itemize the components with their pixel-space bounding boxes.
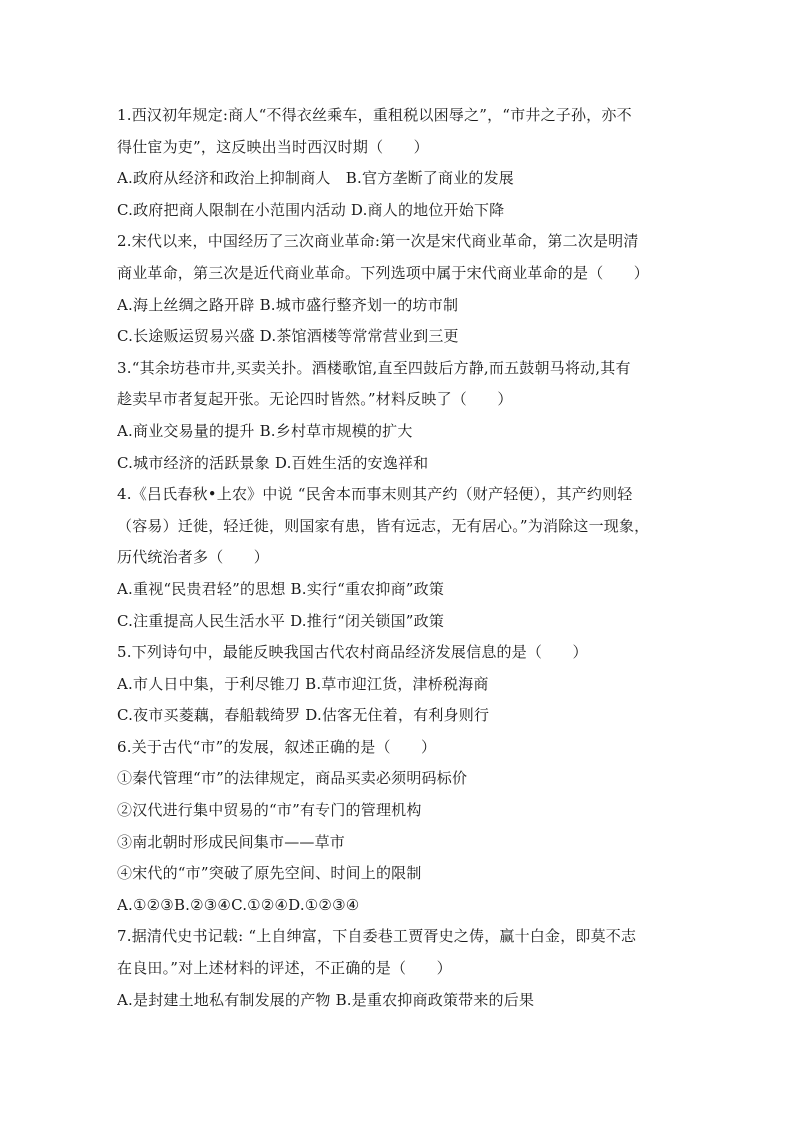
text-line: A.重视“民贵君轻”的思想 B.实行“重农抑商”政策 (117, 579, 445, 598)
text-line: C.夜市买菱藕，春船载绮罗 D.估客无住着，有利身则行 (117, 706, 490, 725)
text-line: 3.“其余坊巷市井,买卖关扑。酒楼歌馆,直至四鼓后方静,而五鼓朝马将动,其有 (117, 358, 631, 377)
text-line: 得仕宦为吏”，这反映出当时西汉时期（ ） (117, 137, 429, 156)
text-line: 1.西汉初年规定:商人“不得衣丝乘车，重租税以困辱之”，“市井之子孙，亦不 (117, 106, 632, 124)
text-line: 5.下列诗句中，最能反映我国古代农村商品经济发展信息的是（ ） (117, 643, 588, 662)
text-line: A.市人日中集，于利尽锥刀 B.草市迎江货，津桥税海商 (117, 674, 489, 693)
text-line: C.政府把商人限制在小范围内活动 D.商人的地位开始下降 (117, 200, 505, 219)
text-line: ④宋代的“市”突破了原先空间、时间上的限制 (117, 864, 422, 883)
text-line: 历代统治者多（ ） (117, 548, 270, 567)
text-line: A.是封建土地私有制发展的产物 B.是重农抑商政策带来的后果 (117, 990, 535, 1009)
text-line: 在良田。”对上述材料的评述，不正确的是（ ） (117, 959, 452, 978)
text-line: 4.《吕氏春秋•上农》中说 “民舍本而事末则其产约（财产轻便），其产约则轻 (117, 485, 633, 504)
text-line: C.城市经济的活跃景象 D.百姓生活的安逸祥和 (117, 453, 429, 472)
text-line: C.长途贩运贸易兴盛 D.茶馆酒楼等常常营业到三更 (117, 327, 459, 346)
text-line: 7.据清代史书记载: “上自绅富，下自委巷工贾胥史之俦，赢十白金，即莫不志 (117, 927, 637, 946)
text-line: A.海上丝绸之路开辟 B.城市盛行整齐划一的坊市制 (117, 295, 459, 314)
text-line: 趁卖早市者复起开张。无论四时皆然。”材料反映了（ ） (117, 390, 513, 409)
text-line: C.注重提高人民生活水平 D.推行“闭关锁国”政策 (117, 611, 445, 630)
text-line: A.政府从经济和政治上抑制商人 B.官方垄断了商业的发展 (117, 169, 514, 188)
text-line: 6.关于古代“市”的发展，叙述正确的是（ ） (117, 737, 437, 756)
text-line: 商业革命，第三次是近代商业革命。下列选项中属于宋代商业革命的是（ ） (117, 263, 650, 282)
text-line: A.①②③B.②③④C.①②④D.①②③④ (117, 895, 360, 914)
text-line: A.商业交易量的提升 B.乡村草市规模的扩大 (117, 421, 413, 440)
text-line: ①秦代管理“市”的法律规定，商品买卖必须明码标价 (117, 769, 468, 788)
text-line: ③南北朝时形成民间集市——草市 (117, 832, 346, 851)
text-line: （容易）迁徙，轻迁徙，则国家有患，皆有远志，无有居心。”为消除这一现象， (117, 516, 650, 535)
text-line: 2.宋代以来，中国经历了三次商业革命:第一次是宋代商业革命，第二次是明清 (117, 232, 639, 251)
text-line: ②汉代进行集中贸易的“市”有专门的管理机构 (117, 801, 422, 820)
question-text (117, 100, 687, 1016)
